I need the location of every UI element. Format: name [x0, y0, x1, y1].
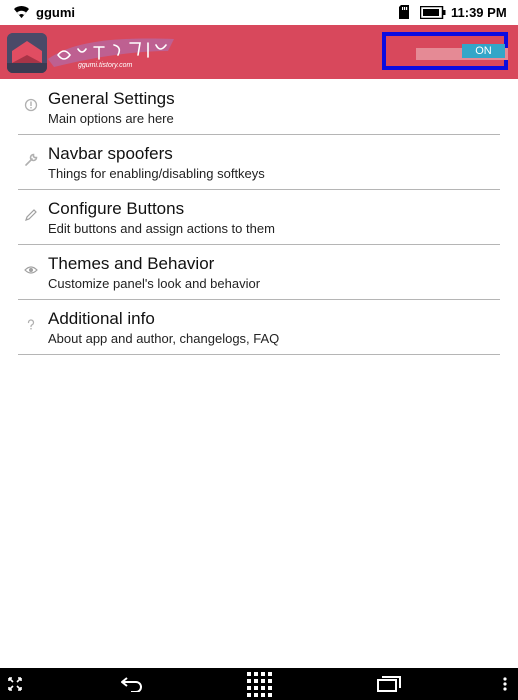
menu-item-subtitle: Edit buttons and assign actions to them — [48, 221, 275, 236]
watermark-text: ggumi.tistory.com — [78, 62, 133, 69]
app-drawer-icon[interactable] — [240, 668, 278, 700]
fullscreen-icon[interactable] — [4, 668, 26, 700]
menu-item-title: Additional info — [48, 309, 155, 328]
menu-item-title: Navbar spoofers — [48, 144, 173, 163]
app-icon[interactable] — [7, 33, 47, 73]
menu-item-additional-info[interactable] — [18, 300, 500, 355]
clock: 11:39 PM — [451, 5, 507, 20]
wrench-icon — [24, 153, 38, 167]
navigation-bar — [0, 668, 518, 700]
switch-label: ON — [475, 45, 492, 57]
sd-card-icon — [398, 4, 410, 25]
menu-item-subtitle: Customize panel's look and behavior — [48, 276, 261, 291]
pencil-icon — [24, 208, 38, 222]
status-bar — [0, 0, 518, 25]
menu-item-general-settings[interactable] — [18, 80, 500, 135]
overflow-menu-icon[interactable] — [496, 668, 514, 700]
menu-item-title: Themes and Behavior — [48, 254, 215, 273]
menu-item-configure-buttons[interactable] — [18, 190, 500, 245]
menu-item-themes-behavior[interactable] — [18, 245, 500, 300]
wifi-icon — [13, 5, 30, 24]
menu-item-title: General Settings — [48, 89, 175, 108]
menu-item-navbar-spoofers[interactable] — [18, 135, 500, 190]
eye-icon — [24, 263, 38, 277]
info-icon — [24, 98, 38, 112]
menu-item-subtitle: Things for enabling/disabling softkeys — [48, 166, 265, 181]
settings-list — [18, 80, 500, 355]
watermark-logo — [44, 35, 184, 71]
battery-icon — [420, 6, 446, 24]
menu-item-subtitle: Main options are here — [48, 111, 174, 126]
menu-item-subtitle: About app and author, changelogs, FAQ — [48, 331, 280, 346]
back-icon[interactable] — [110, 668, 152, 700]
master-switch[interactable] — [462, 44, 505, 58]
menu-item-title: Configure Buttons — [48, 199, 185, 218]
carrier-label: ggumi — [36, 5, 75, 20]
recents-icon[interactable] — [370, 668, 408, 700]
question-icon — [24, 318, 38, 332]
